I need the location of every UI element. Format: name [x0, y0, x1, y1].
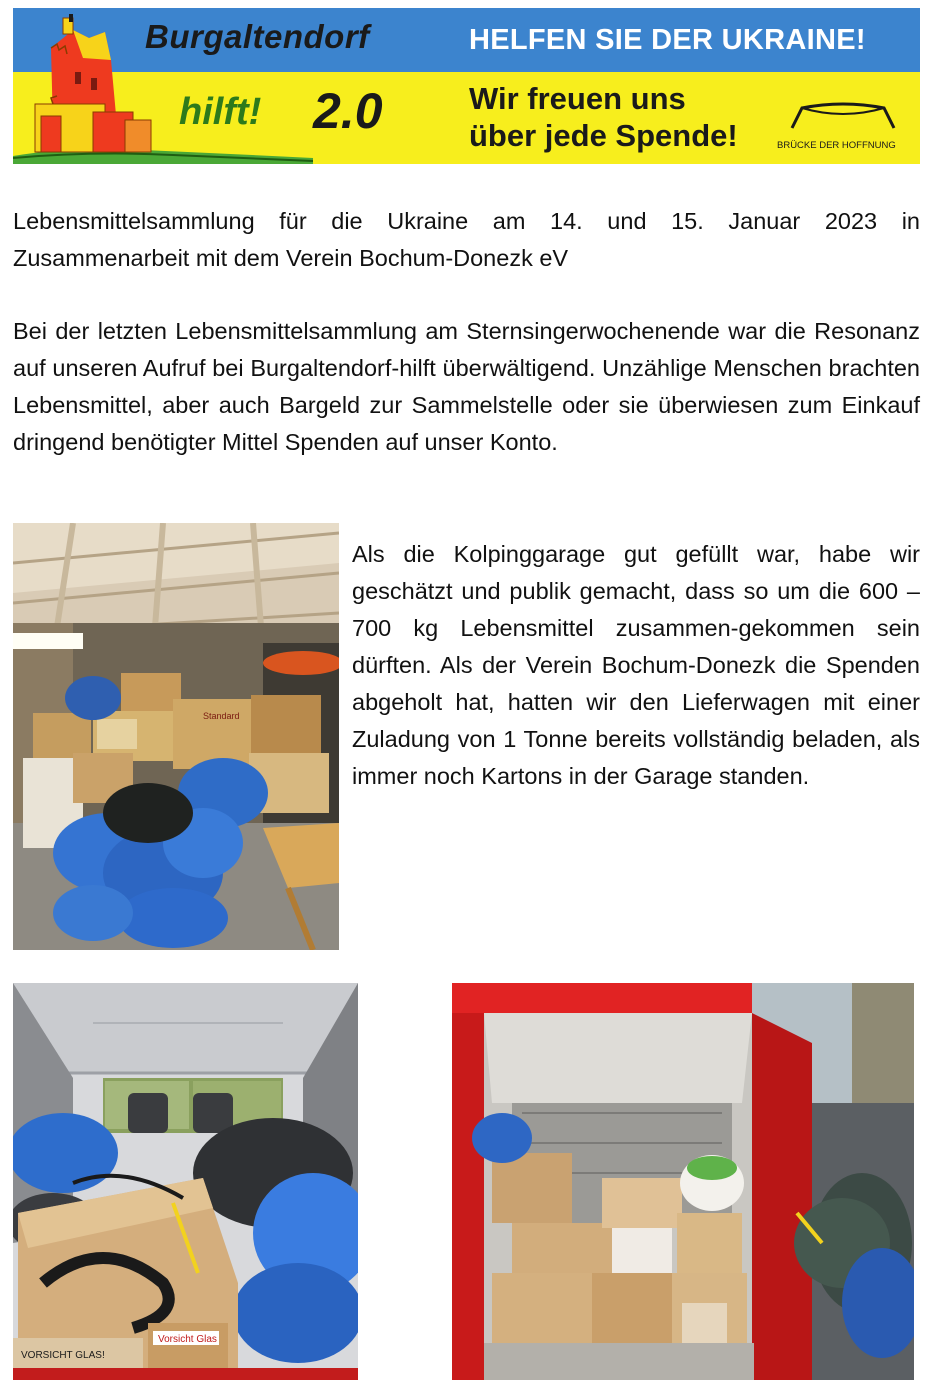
body-paragraph-2: Als die Kolpinggarage gut gefüllt war, habe wir geschätzt und publik gemacht, dass so um die 600 – 700 kg Lebensmittel zusammen-gekommen sein dürften. Als der Verein Bochum-Donezk die Spenden abgeholt hat, hatten wir den Lieferwagen mit einer Zuladung von 1 Tonne bereits vollständig beladen, als immer noch Kartons in der Garage standen.: [352, 541, 920, 789]
bridge-logo-icon: [788, 102, 898, 132]
banner-headline: HELFEN SIE DER UKRAINE!: [469, 24, 866, 56]
banner-org-name: BRÜCKE DER HOFFNUNG: [777, 140, 896, 151]
photo-van-interior-loaded: [13, 983, 358, 1380]
van-box-label-2: VORSICHT GLAS!: [21, 1350, 105, 1361]
photo-van-side-loaded: [452, 983, 914, 1380]
photo-garage-donations: [13, 523, 339, 950]
banner-town-name: Burgaltendorf: [145, 18, 370, 55]
banner-slogan: [469, 80, 738, 154]
banner-slogan-line2: über jede Spende!: [469, 118, 738, 153]
van-box-label: Vorsicht Glas: [158, 1334, 217, 1345]
intro-paragraph: Lebensmittelsammlung für die Ukraine am 14. und 15. Januar 2023 in Zusammenarbeit mit dem Verein Bochum-Donezk eV: [13, 208, 920, 271]
garage-box-label: Standard: [203, 711, 240, 721]
banner-slogan-line1: Wir freuen uns: [469, 81, 686, 116]
body-paragraph-1: Bei der letzten Lebensmittelsammlung am Sternsingerwochenende war die Resonanz auf unseren Aufruf bei Burgaltendorf-hilft überwältigend. Unzählige Menschen brachten Lebensmittel, aber auch Bargeld zur Sammelstelle oder sie überwiesen zum Einkauf dringend benötigter Mittel Spenden auf unser Konto.: [13, 318, 920, 455]
header-banner: [13, 8, 920, 164]
banner-hilft-text: hilft!: [179, 91, 262, 133]
banner-version: 2.0: [313, 83, 383, 139]
